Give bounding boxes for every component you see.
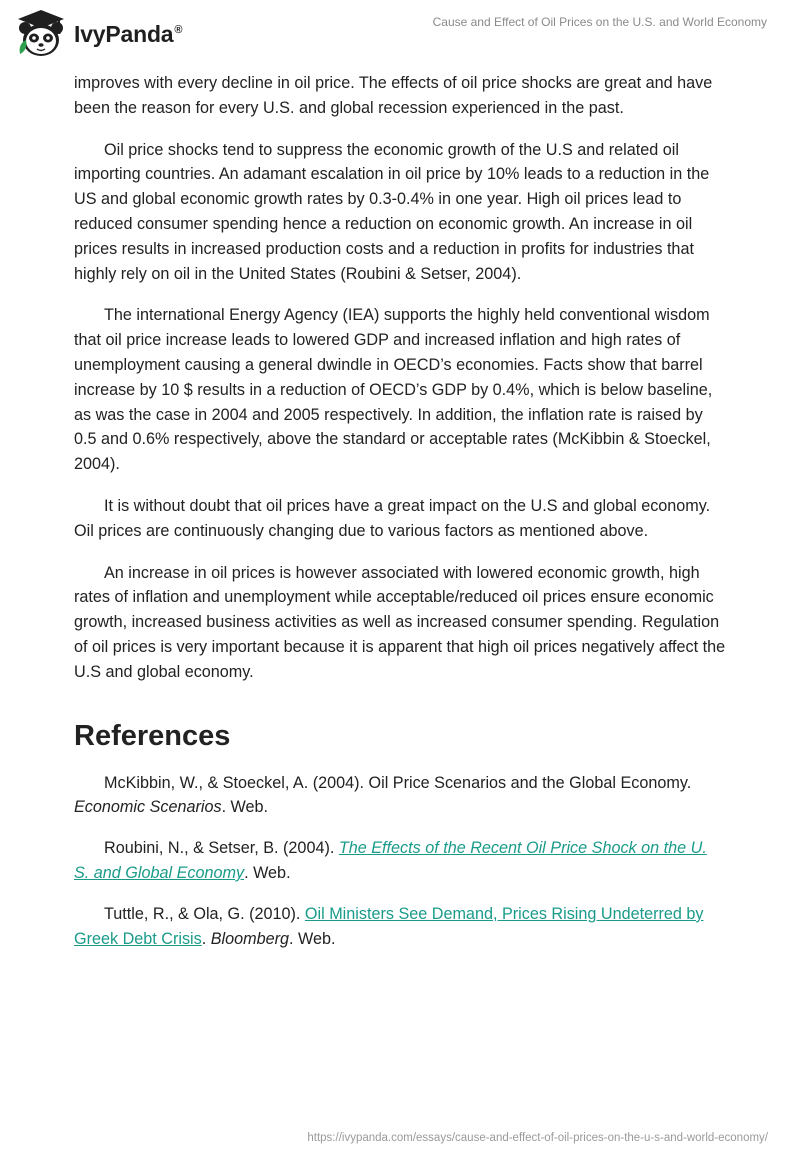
paragraph: It is without doubt that oil prices have a great impact on the U.S and global economy. Oil prices are continuously changing due to various factors as mentioned above. (74, 496, 711, 540)
essay-content (74, 71, 726, 967)
references-heading: References (74, 719, 231, 752)
reference-item: Tuttle, R., & Ola, G. (2010). Oil Ministers See Demand, Prices Rising Undeterred by Greek Debt Crisis. Bloomberg. Web. (74, 904, 704, 948)
panda-graduate-icon (14, 8, 68, 60)
logo-wordmark: IvyPanda® (74, 20, 183, 47)
page-header (0, 0, 800, 70)
reference-item: Roubini, N., & Setser, B. (2004). The Effects of the Recent Oil Price Shock on the U. S. and Global Economy. Web. (74, 839, 707, 882)
paragraph: Oil price shocks tend to suppress the economic growth of the U.S and related oil importing countries. An adamant escalation in oil price by 10% leads to a reduction in the US and global economic growth rates by 0.3-0.4% in one year. High oil prices lead to reduced consumer spending hence a reduction on economic growth. An increase in oil prices results in increased production costs and a reduction in profits for industries that highly rely on oil in the United States (Roubini & Setser, 2004). (74, 140, 710, 283)
paragraph: An increase in oil prices is however associated with lowered economic growth, high rates of inflation and unemployment while acceptable/reduced oil prices ensure economic growth, increased business activities as well as increased consumer spending. Regulation of oil prices is very important because it is apparent that high oil prices negatively affect the U.S and global economy. (74, 563, 726, 681)
source-url[interactable]: https://ivypanda.com/essays/cause-and-effect-of-oil-prices-on-the-u-s-and-world-economy/ (307, 1132, 768, 1144)
paragraph: The international Energy Agency (IEA) supports the highly held conventional wisdom that oil price increase leads to lowered GDP and increased inflation and high rates of unemployment causing a general dwindle in OECD’s economies. Facts show that barrel increase by 10 $ results in a reduction of OECD’s GDP by 0.4%, which is below baseline, as was the case in 2004 and 2005 respectively. In addition, the inflation rate is raised by 0.5 and 0.6% respectively, above the standard or acceptable rates (McKibbin & Stoeckel, 2004). (74, 306, 713, 474)
ivypanda-logo[interactable] (14, 8, 182, 60)
paragraph-continued: improves with every decline in oil price. The effects of oil price shocks are great and have been the reason for every U.S. and global recession experienced in the past. (74, 74, 713, 117)
reference-link[interactable]: The Effects of the Recent Oil Price Shock on the U. S. and Global Economy (74, 839, 707, 882)
reference-link[interactable]: Oil Ministers See Demand, Prices Rising Undeterred by Greek Debt Crisis (74, 904, 704, 948)
document-title: Cause and Effect of Oil Prices on the U.S. and World Economy (432, 15, 767, 29)
reference-item: McKibbin, W., & Stoeckel, A. (2004). Oil Price Scenarios and the Global Economy. Economic Scenarios. Web. (74, 773, 692, 817)
